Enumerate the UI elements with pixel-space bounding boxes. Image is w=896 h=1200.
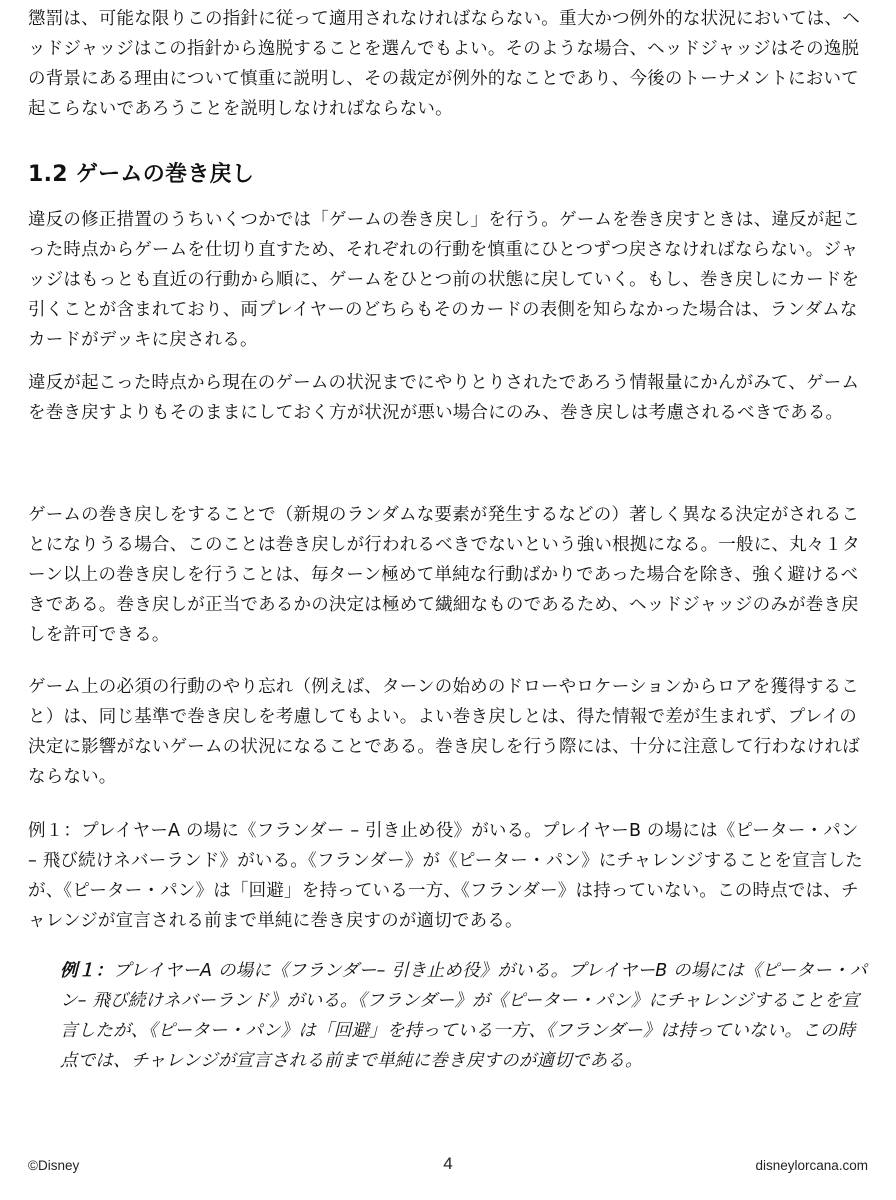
page-footer	[28, 1154, 868, 1178]
paragraph-rollback-decisions: ゲームの巻き戻しをすることで（新規のランダムな要素が発生するなどの）著しく異なる決定がされることになりうる場合、このことは巻き戻しが行われるべきでないという強い根拠になる。一般に、丸々１ターン以上の巻き戻しを行うことは、毎ターン極めて単純な行動ばかりであった場合を除き、強く避けるべきである。巻き戻しが正当であるかの決定は極めて繊細なものであるため、ヘッドジャッジのみが巻き戻しを許可できる。	[28, 505, 860, 645]
example-1-lead: 例１：	[60, 961, 114, 981]
paragraph-rollback-procedure: 違反の修正措置のうちいくつかでは「ゲームの巻き戻し」を行う。ゲームを巻き戻すときは、違反が起こった時点からゲームを仕切り直すため、それぞれの行動を慎重にひとつずつ戻さなければならない。ジャッジはもっとも直近の行動から順に、ゲームをひとつ前の状態に戻していく。もし、巻き戻しにカードを引くことが含まれており、両プレイヤーのどちらもそのカードの表側を知らなかった場合は、ランダムなカードがデッキに戻される。	[28, 210, 860, 350]
example-1-italic-block	[28, 956, 868, 1076]
example-1-body: プレイヤーA の場に《フランダー– 引き止め役》がいる。プレイヤーB の場には《ピーター・パン– 飛び続けネバーランド》がいる。《フランダー》が《ピーター・パン》にチャレンジすることを宣言したが、《ピーター・パン》は「回避」を持っている一方、《フランダー》は持っていない。この時点では、チャレンジが宣言される前まで単純に巻き戻すのが適切である。	[60, 961, 868, 1071]
intro-paragraph: 懲罰は、可能な限りこの指針に従って適用されなければならない。重大かつ例外的な状況においては、ヘッドジャッジはこの指針から逸脱することを選んでもよい。そのような場合、ヘッドジャッジはその逸脱の背景にある理由について慎重に説明し、その裁定が例外的なことであり、今後のトーナメントにおいて起こらないであろうことを説明しなければならない。	[28, 9, 860, 119]
footer-page-number: 4	[443, 1154, 453, 1173]
paragraph-rollback-consideration: 違反が起こった時点から現在のゲームの状況までにやりとりされたであろう情報量にかんがみて、ゲームを巻き戻すよりもそのままにしておく方が状況が悪い場合にのみ、巻き戻しは考慮されるべきである。	[28, 373, 860, 423]
paragraph-missed-actions: ゲーム上の必須の行動のやり忘れ（例えば、ターンの始めのドローやロケーションからロアを獲得すること）は、同じ基準で巻き戻しを考慮してもよい。よい巻き戻しとは、得た情報で差が生まれず、プレイの決定に影響がないゲームの状況になることである。巻き戻しを行う際には、十分に注意して行わなければならない。	[28, 677, 860, 787]
paragraph-example-1: 例１：プレイヤーA の場に《フランダー – 引き止め役》がいる。プレイヤーB の場には《ピーター・パン – 飛び続けネバーランド》がいる。《フランダー》が《ピーター・パン》にチャレンジすることを宣言したが、《ピーター・パン》は「回避」を持っている一方、《フランダー》は持っていない。この時点では、チャレンジが宣言される前まで単純に巻き戻すのが適切である。	[28, 821, 863, 931]
footer-website: disneylorcana.com	[755, 1158, 868, 1173]
section-heading: 1.2 ゲームの巻き戻し	[28, 162, 255, 187]
footer-copyright: ©Disney	[28, 1158, 80, 1173]
